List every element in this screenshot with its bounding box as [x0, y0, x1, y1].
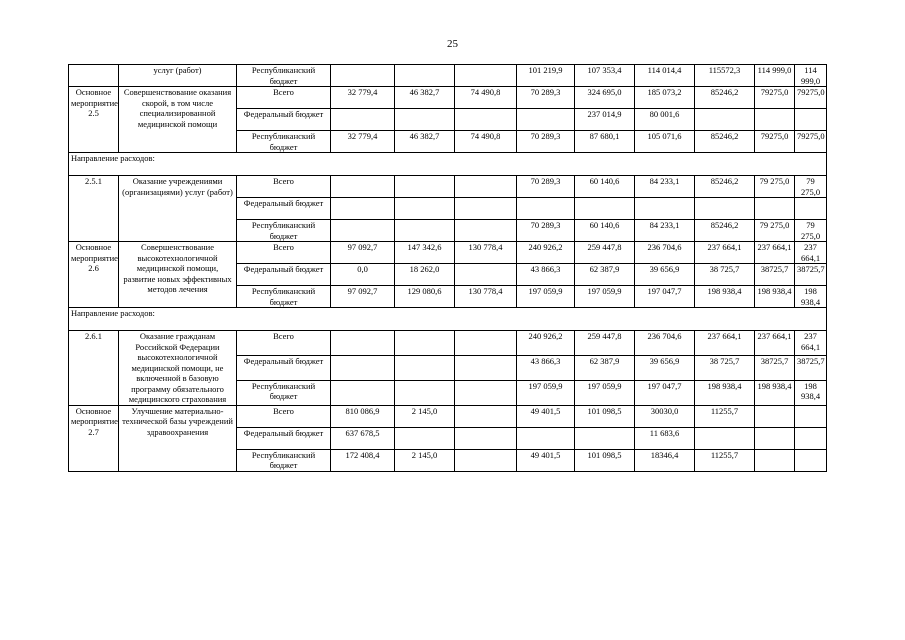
amount-cell: [331, 380, 395, 405]
amount-cell: [455, 449, 517, 471]
amount-cell: 85246,2: [695, 131, 755, 153]
measure-number-cell: Основное мероприятие 2.7: [69, 405, 119, 471]
table-row: [69, 87, 827, 109]
amount-cell: 259 447,8: [575, 331, 635, 356]
amount-cell: 39 656,9: [635, 264, 695, 286]
amount-cell: 810 086,9: [331, 405, 395, 427]
amount-cell: 87 680,1: [575, 131, 635, 153]
measure-number-cell: [69, 65, 119, 87]
amount-cell: 147 342,6: [395, 242, 455, 264]
amount-cell: [517, 109, 575, 131]
measure-number-cell: Основное мероприятие 2.5: [69, 87, 119, 153]
amount-cell: 237 664,1: [695, 331, 755, 356]
amount-cell: [795, 198, 827, 220]
amount-cell: 38725,7: [755, 264, 795, 286]
funding-source-cell: Федеральный бюджет: [237, 355, 331, 380]
amount-cell: [395, 109, 455, 131]
amount-cell: [395, 355, 455, 380]
amount-cell: 197 059,9: [517, 286, 575, 308]
amount-cell: 70 289,3: [517, 220, 575, 242]
amount-cell: 32 779,4: [331, 131, 395, 153]
amount-cell: [455, 109, 517, 131]
amount-cell: 46 382,7: [395, 87, 455, 109]
table-row: [69, 242, 827, 264]
amount-cell: [755, 427, 795, 449]
amount-cell: [455, 65, 517, 87]
amount-cell: [575, 198, 635, 220]
amount-cell: 197 059,9: [517, 380, 575, 405]
amount-cell: 70 289,3: [517, 176, 575, 198]
amount-cell: 185 073,2: [635, 87, 695, 109]
page-number: 25: [447, 38, 458, 50]
amount-cell: 70 289,3: [517, 131, 575, 153]
funding-source-cell: Республиканский бюджет: [237, 131, 331, 153]
amount-cell: 85246,2: [695, 220, 755, 242]
funding-source-cell: Республиканский бюджет: [237, 65, 331, 87]
amount-cell: 240 926,2: [517, 331, 575, 356]
amount-cell: 172 408,4: [331, 449, 395, 471]
amount-cell: 101 098,5: [575, 449, 635, 471]
table-row: [69, 176, 827, 198]
amount-cell: [331, 355, 395, 380]
amount-cell: [455, 405, 517, 427]
amount-cell: 79 275,0: [795, 176, 827, 198]
amount-cell: 84 233,1: [635, 220, 695, 242]
amount-cell: 84 233,1: [635, 176, 695, 198]
amount-cell: 60 140,6: [575, 176, 635, 198]
amount-cell: 79275,0: [755, 131, 795, 153]
measure-name-cell: Оказание учреждениями (организациями) услуг (работ): [119, 176, 237, 242]
amount-cell: [455, 355, 517, 380]
table-row: [69, 65, 827, 87]
amount-cell: 198 938,4: [755, 286, 795, 308]
funding-source-cell: Федеральный бюджет: [237, 427, 331, 449]
directive-cell: Направление расходов:: [69, 308, 827, 331]
amount-cell: 43 866,3: [517, 355, 575, 380]
amount-cell: 79275,0: [795, 87, 827, 109]
amount-cell: 80 001,6: [635, 109, 695, 131]
amount-cell: [755, 198, 795, 220]
amount-cell: 236 704,6: [635, 242, 695, 264]
amount-cell: 30030,0: [635, 405, 695, 427]
amount-cell: [755, 405, 795, 427]
budget-table: [68, 64, 827, 472]
amount-cell: 18346,4: [635, 449, 695, 471]
amount-cell: 70 289,3: [517, 87, 575, 109]
amount-cell: 105 071,6: [635, 131, 695, 153]
amount-cell: [795, 427, 827, 449]
amount-cell: 197 059,9: [575, 286, 635, 308]
amount-cell: 79275,0: [755, 87, 795, 109]
amount-cell: [455, 427, 517, 449]
amount-cell: [455, 331, 517, 356]
amount-cell: 62 387,9: [575, 264, 635, 286]
measure-number-cell: 2.5.1: [69, 176, 119, 242]
amount-cell: 74 490,8: [455, 87, 517, 109]
amount-cell: 32 779,4: [331, 87, 395, 109]
funding-source-cell: Всего: [237, 176, 331, 198]
amount-cell: [795, 109, 827, 131]
amount-cell: [455, 176, 517, 198]
directive-row: [69, 308, 827, 331]
amount-cell: 198 938,4: [795, 380, 827, 405]
amount-cell: [455, 220, 517, 242]
amount-cell: 38725,7: [795, 264, 827, 286]
amount-cell: 60 140,6: [575, 220, 635, 242]
amount-cell: 101 098,5: [575, 405, 635, 427]
amount-cell: 2 145,0: [395, 449, 455, 471]
funding-source-cell: Федеральный бюджет: [237, 198, 331, 220]
amount-cell: 324 695,0: [575, 87, 635, 109]
amount-cell: 11255,7: [695, 405, 755, 427]
amount-cell: 198 938,4: [695, 380, 755, 405]
amount-cell: 237 664,1: [695, 242, 755, 264]
amount-cell: 237 014,9: [575, 109, 635, 131]
amount-cell: [695, 198, 755, 220]
amount-cell: [395, 65, 455, 87]
amount-cell: 114 014,4: [635, 65, 695, 87]
amount-cell: [395, 198, 455, 220]
amount-cell: [331, 198, 395, 220]
amount-cell: [575, 427, 635, 449]
funding-source-cell: Федеральный бюджет: [237, 264, 331, 286]
amount-cell: 11 683,6: [635, 427, 695, 449]
amount-cell: 97 092,7: [331, 242, 395, 264]
funding-source-cell: Республиканский бюджет: [237, 220, 331, 242]
measure-name-cell: Улучшение материально-технической базы учреждений здравоохранения: [119, 405, 237, 471]
funding-source-cell: Всего: [237, 87, 331, 109]
amount-cell: 198 938,4: [695, 286, 755, 308]
amount-cell: 39 656,9: [635, 355, 695, 380]
amount-cell: 197 047,7: [635, 286, 695, 308]
amount-cell: 38725,7: [755, 355, 795, 380]
amount-cell: 197 059,9: [575, 380, 635, 405]
amount-cell: [517, 198, 575, 220]
amount-cell: 97 092,7: [331, 286, 395, 308]
measure-number-cell: 2.6.1: [69, 331, 119, 406]
funding-source-cell: Всего: [237, 242, 331, 264]
amount-cell: [455, 198, 517, 220]
amount-cell: [331, 65, 395, 87]
amount-cell: [455, 380, 517, 405]
amount-cell: 11255,7: [695, 449, 755, 471]
funding-source-cell: Федеральный бюджет: [237, 109, 331, 131]
amount-cell: 115572,3: [695, 65, 755, 87]
table-row: [69, 331, 827, 356]
amount-cell: 114 999,0: [755, 65, 795, 87]
directive-cell: Направление расходов:: [69, 153, 827, 176]
amount-cell: 237 664,1: [795, 242, 827, 264]
amount-cell: 85246,2: [695, 176, 755, 198]
amount-cell: 62 387,9: [575, 355, 635, 380]
funding-source-cell: Всего: [237, 331, 331, 356]
amount-cell: 197 047,7: [635, 380, 695, 405]
amount-cell: 38725,7: [795, 355, 827, 380]
amount-cell: [455, 264, 517, 286]
amount-cell: 240 926,2: [517, 242, 575, 264]
amount-cell: [331, 176, 395, 198]
funding-source-cell: Республиканский бюджет: [237, 286, 331, 308]
amount-cell: 198 938,4: [755, 380, 795, 405]
funding-source-cell: Республиканский бюджет: [237, 380, 331, 405]
amount-cell: [331, 220, 395, 242]
amount-cell: 2 145,0: [395, 405, 455, 427]
amount-cell: 198 938,4: [795, 286, 827, 308]
funding-source-cell: Всего: [237, 405, 331, 427]
amount-cell: 130 778,4: [455, 286, 517, 308]
amount-cell: 129 080,6: [395, 286, 455, 308]
amount-cell: [395, 427, 455, 449]
amount-cell: 107 353,4: [575, 65, 635, 87]
measure-name-cell: услуг (работ): [119, 65, 237, 87]
amount-cell: 237 664,1: [755, 242, 795, 264]
amount-cell: [795, 405, 827, 427]
amount-cell: 49 401,5: [517, 449, 575, 471]
amount-cell: [635, 198, 695, 220]
amount-cell: [517, 427, 575, 449]
amount-cell: [755, 449, 795, 471]
amount-cell: [395, 380, 455, 405]
amount-cell: 237 664,1: [795, 331, 827, 356]
amount-cell: [395, 176, 455, 198]
amount-cell: [795, 449, 827, 471]
amount-cell: 79 275,0: [795, 220, 827, 242]
amount-cell: 114 999,0: [795, 65, 827, 87]
amount-cell: 637 678,5: [331, 427, 395, 449]
amount-cell: 18 262,0: [395, 264, 455, 286]
measure-name-cell: Совершенствование оказания скорой, в том числе специализированной медицинской помощи: [119, 87, 237, 153]
amount-cell: [755, 109, 795, 131]
funding-source-cell: Республиканский бюджет: [237, 449, 331, 471]
amount-cell: 236 704,6: [635, 331, 695, 356]
amount-cell: [395, 331, 455, 356]
amount-cell: 74 490,8: [455, 131, 517, 153]
amount-cell: 259 447,8: [575, 242, 635, 264]
amount-cell: 79 275,0: [755, 220, 795, 242]
measure-name-cell: Оказание гражданам Российской Федерации высокотехнологичной медицинской помощи, не включенной в базовую программу обязательного медицинского страхования: [119, 331, 237, 406]
amount-cell: 0,0: [331, 264, 395, 286]
amount-cell: [695, 109, 755, 131]
amount-cell: 79 275,0: [755, 176, 795, 198]
amount-cell: 237 664,1: [755, 331, 795, 356]
amount-cell: 79275,0: [795, 131, 827, 153]
amount-cell: 38 725,7: [695, 355, 755, 380]
amount-cell: 38 725,7: [695, 264, 755, 286]
amount-cell: 49 401,5: [517, 405, 575, 427]
amount-cell: [395, 220, 455, 242]
amount-cell: [331, 331, 395, 356]
amount-cell: 43 866,3: [517, 264, 575, 286]
amount-cell: [331, 109, 395, 131]
directive-row: [69, 153, 827, 176]
measure-number-cell: Основное мероприятие 2.6: [69, 242, 119, 308]
amount-cell: 46 382,7: [395, 131, 455, 153]
amount-cell: 101 219,9: [517, 65, 575, 87]
table-row: [69, 405, 827, 427]
amount-cell: 130 778,4: [455, 242, 517, 264]
amount-cell: [695, 427, 755, 449]
measure-name-cell: Совершенствование высокотехнологичной медицинской помощи, развитие новых эффективных методов лечения: [119, 242, 237, 308]
amount-cell: 85246,2: [695, 87, 755, 109]
